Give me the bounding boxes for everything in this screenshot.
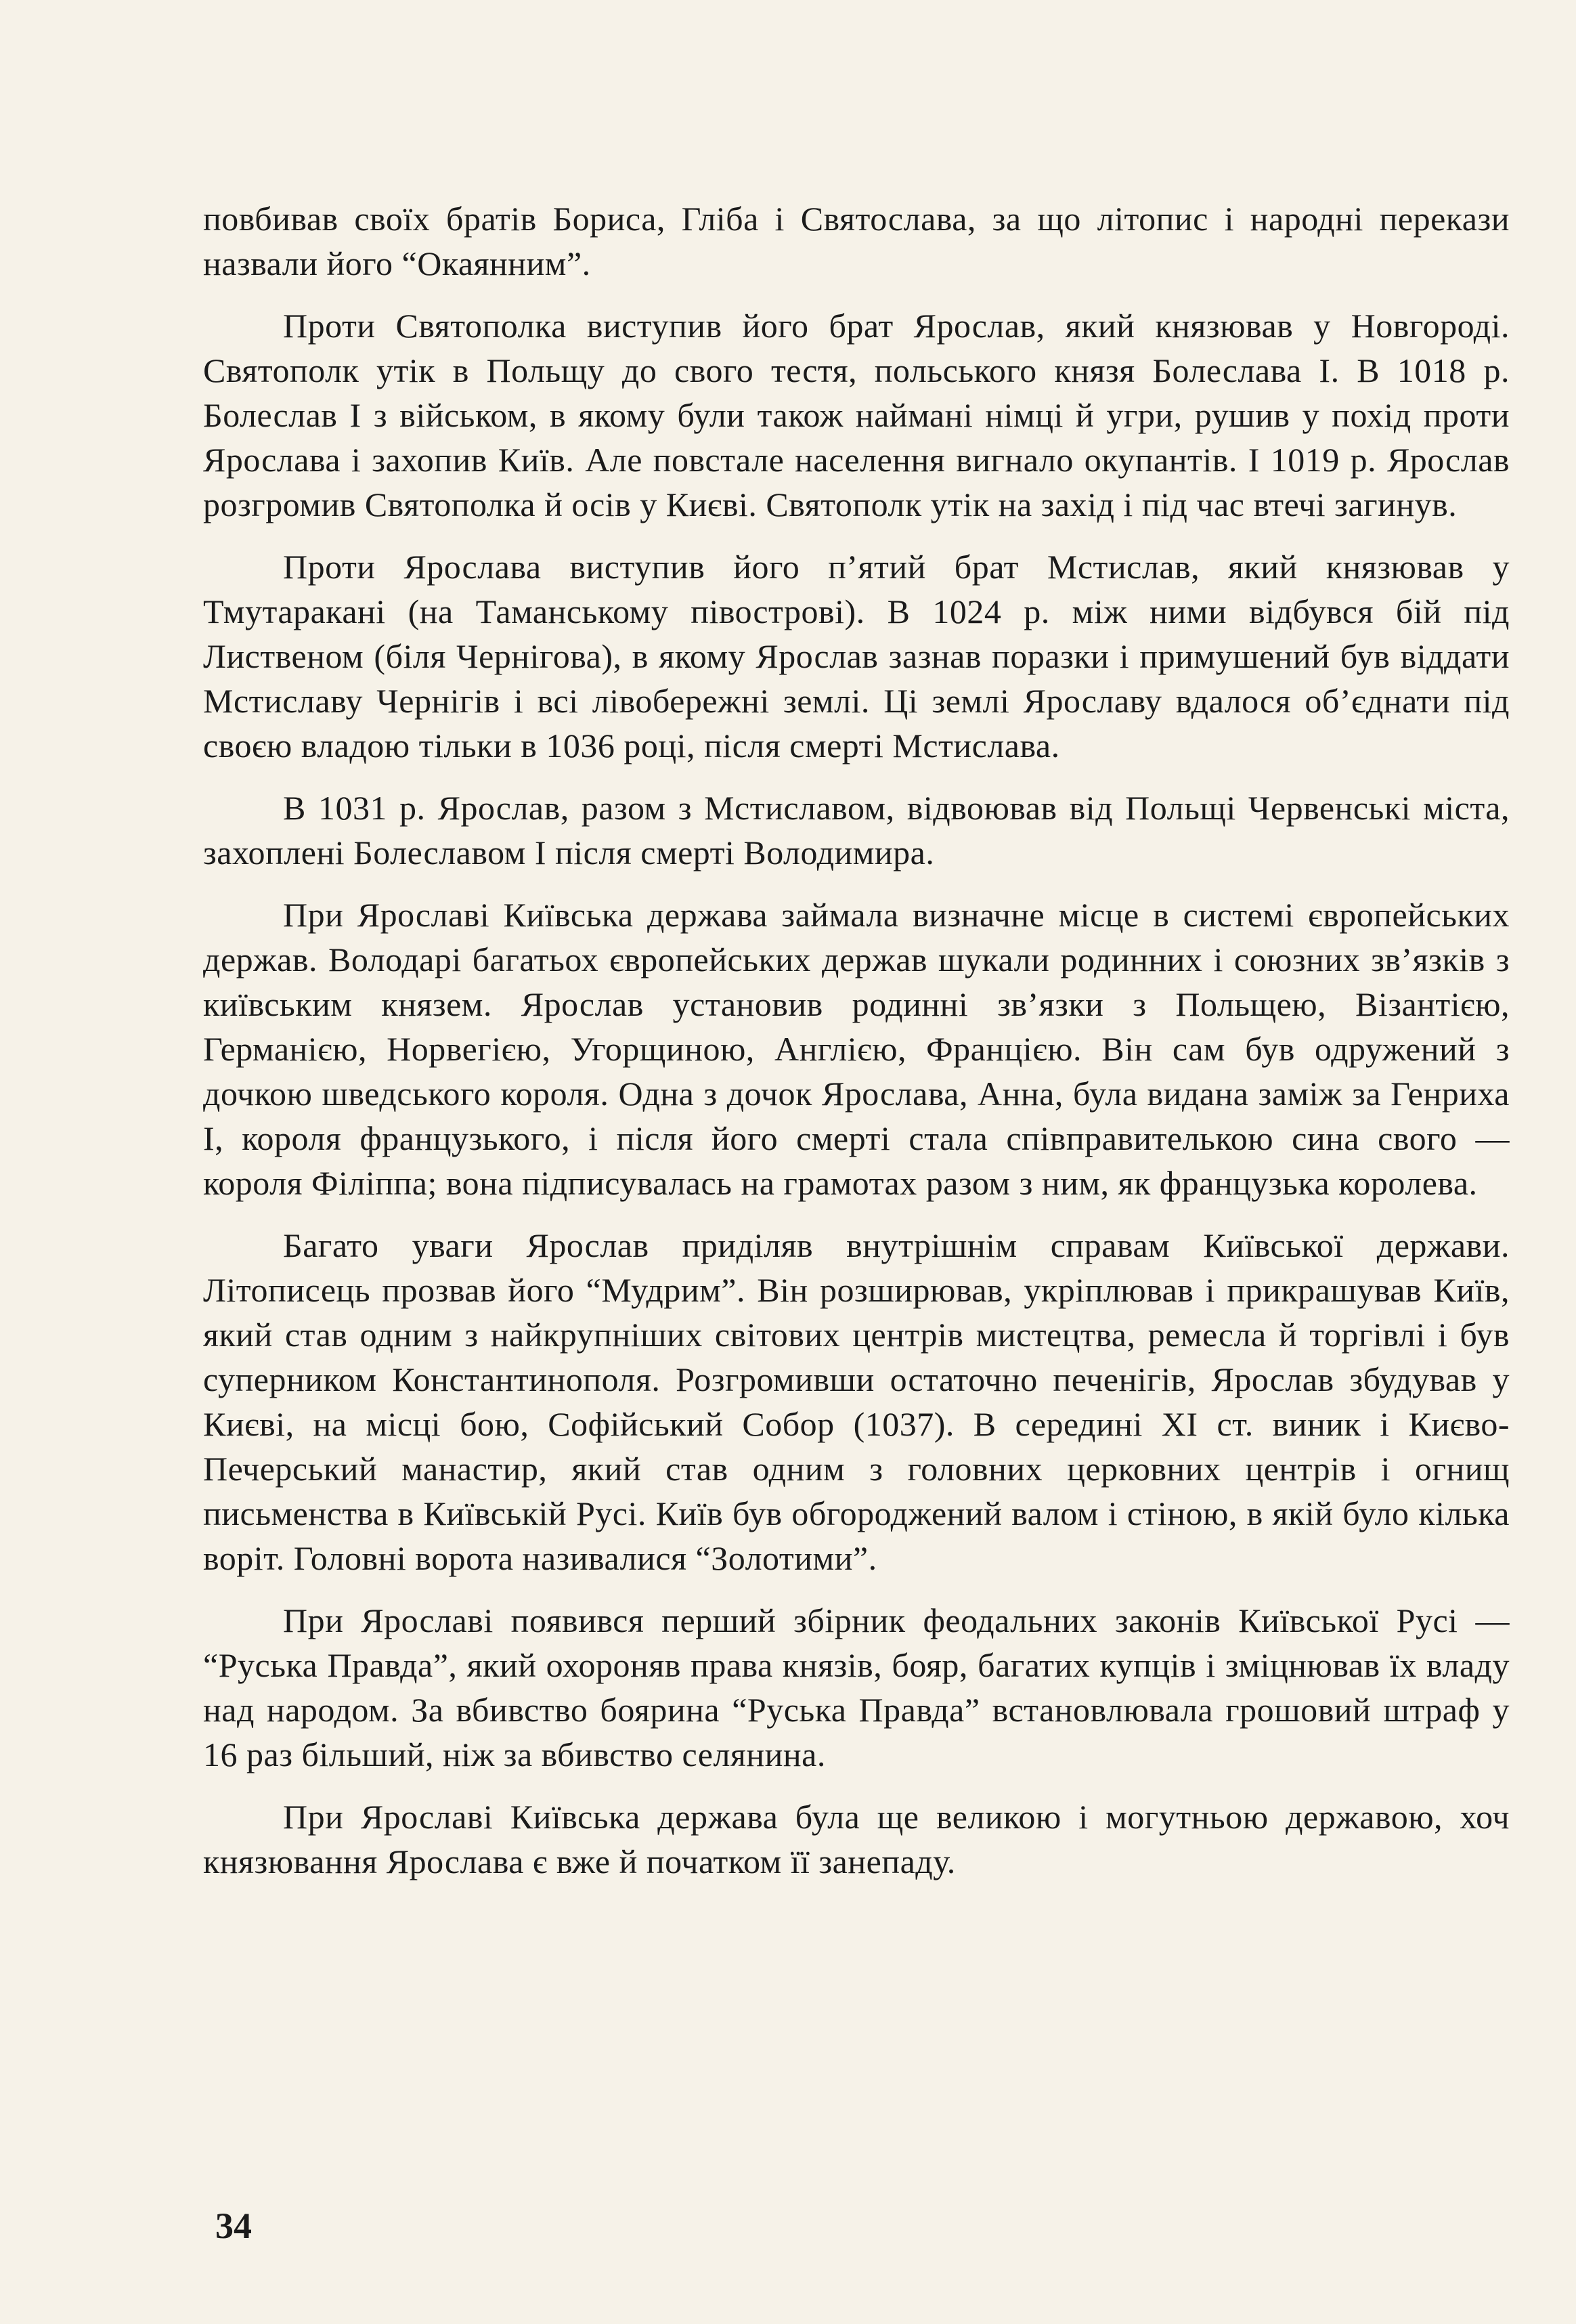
paragraph-yaroslav-vs-mstyslav: Проти Ярослава виступив його п’ятий брат Мстислав, який князював у Тмутаракані (на Таманському півострові). В 1024 р. між ними відбувся бій під Лиственом (біля Чернігова), в якому Ярослав зазнав поразки і примушений був віддати Мстиславу Чернігів і всі лівобережні землі. Ці землі Ярославу вдалося об’єднати під своєю владою тільки в 1036 році, після смерті Мстислава.: [203, 548, 1510, 765]
page-number: 34: [215, 2205, 252, 2246]
paragraph-decline: При Ярославі Київська держава була ще великою і могутньою державою, хоч князювання Ярослава є вже й початком її занепаду.: [203, 1798, 1510, 1880]
paragraph-yaroslav-vs-sviatopolk: Проти Святополка виступив його брат Ярослав, який князював у Новгороді. Святополк утік в Польщу до свого тестя, польського князя Болеслава І. В 1018 р. Болеслав І з військом, в якому були також наймані німці й угри, рушив у похід проти Ярослава і захопив Київ. Але повстале населення вигнало окупантів. І 1019 р. Ярослав розгромив Святополка й осів у Києві. Святополк утік на захід і під час втечі загинув.: [203, 307, 1510, 523]
paragraph-european-relations: При Ярославі Київська держава займала визначне місце в системі європейських держав. Володарі багатьох європейських держав шукали родинних і союзних зв’язків з київським князем. Ярослав установив родинні зв’язки з Польщею, Візантією, Германією, Норвегією, Угорщиною, Англією, Францією. Він сам був одружений з дочкою шведського короля. Одна з дочок Ярослава, Анна, була видана заміж за Генриха І, короля французького, і після його смерті стала співправителькою сина свого — короля Філіппа; вона підписувалась на грамотах разом з ним, як французька королева.: [203, 896, 1510, 1202]
paragraph-cherven-towns: В 1031 р. Ярослав, разом з Мстиславом, відвоював від Польщі Червенські міста, захоплені Болеславом І після смерті Володимира.: [203, 789, 1510, 872]
paragraph-continuation: повбивав своїх братів Бориса, Гліба і Святослава, за що літопис і народні перекази назвали його “Окаянним”.: [203, 200, 1510, 282]
paragraph-internal-affairs: Багато уваги Ярослав приділяв внутрішнім справам Київської держави. Літописець прозвав його “Мудрим”. Він розширював, укріплював і прикрашував Київ, який став одним з найкрупніших світових центрів мистецтва, ремесла й торгівлі і був суперником Константинополя. Розгромивши остаточно печенігів, Ярослав збудував у Києві, на місці бою, Софійський Собор (1037). В середині XI ст. виник і Києво-Печерський манастир, який став одним з головних церковних центрів і огнищ письменства в Київській Русі. Київ був обгороджений валом і стіною, в якій було кілька воріт. Головні ворота називалися “Золотими”.: [203, 1226, 1510, 1577]
paragraph-ruska-pravda: При Ярославі появився перший збірник феодальних законів Київської Русі — “Руська Правда”, який охороняв права князів, бояр, багатих купців і зміцнював їх владу над народом. За вбивство боярина “Руська Правда” встановлювала грошовий штраф у 16 раз більший, ніж за вбивство селянина.: [203, 1601, 1510, 1773]
body-text: [203, 196, 1510, 1901]
